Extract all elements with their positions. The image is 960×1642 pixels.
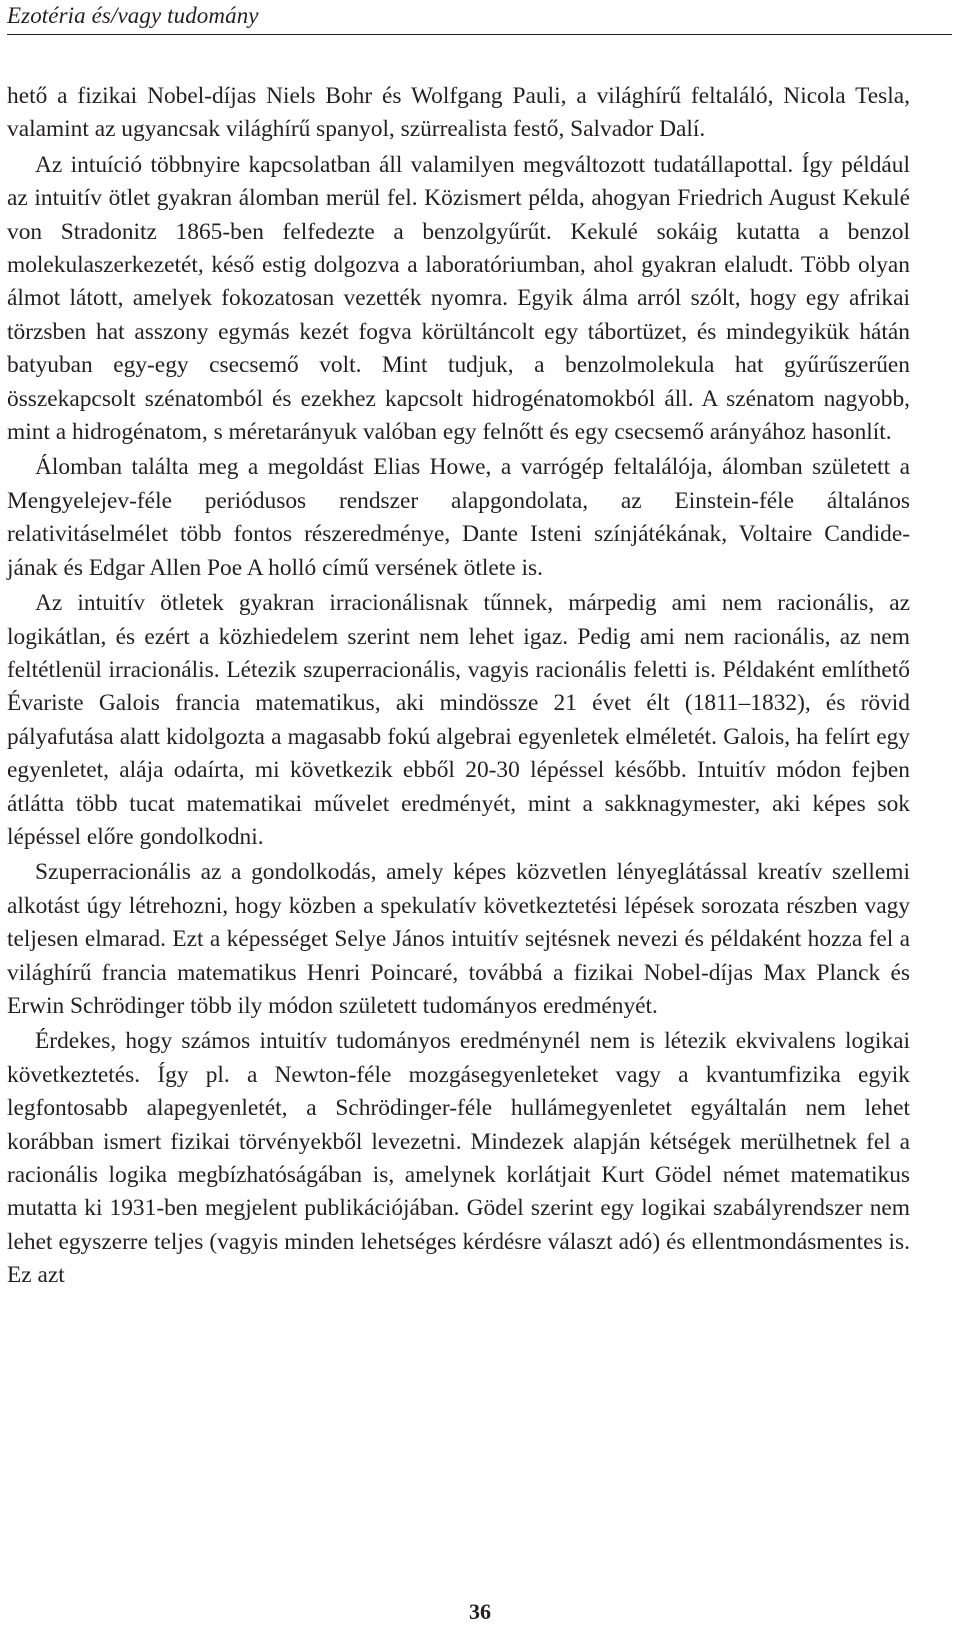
page-number: 36 (469, 1599, 491, 1624)
paragraph: Az intuíció többnyire kapcsolatban áll valamilyen megváltozott tudatállapottal. Így például az intuitív ötlet gyakran álomban merül fel. Közismert példa, ahogyan Friedrich August Kekulé von Stradonitz 1865-ben felfedezte a benzolgyűrűt. Kekulé sokáig kutatta a benzol molekulaszerkezetét, késő estig dolgozva a laboratóriumban, ahol gyakran elaludt. Több olyan álmot látott, amelyek fokozatosan vezették nyomra. Egyik álma arról szólt, hogy egy afrikai törzsben hat asszony egymás kezét fogva körültáncolt egy tábortüzet, és mindegyikük hátán batyuban egy-egy csecsemő volt. Mint tudjuk, a benzolmolekula hat gyűrűszerűen összekapcsolt szénatomból és ezekhez kapcsolt hidrogénatomokból áll. A szénatom nagyobb, mint a hidrogénatom, s méretarányuk valóban egy felnőtt és egy csecsemő arányához hasonlít. (7, 151, 910, 446)
running-header: Ezotéria és/vagy tudomány (7, 3, 259, 28)
header-rule (7, 34, 952, 35)
paragraph: Az intuitív ötletek gyakran irracionálisnak tűnnek, márpedig ami nem racionális, az logikátlan, és ezért a közhiedelem szerint nem lehet igaz. Pedig ami nem racionális, az nem feltétlenül irracionális. Létezik szuperracionális, vagyis racionális feletti is. Példaként említhető Évariste Galois francia matematikus, aki mindössze 21 évet élt (1811–1832), és rövid pályafutása alatt kidolgozta a magasabb fokú algebrai egyenletek elméletét. Galois, ha felírt egy egyenletet, alája odaírta, mi következik ebből 20-30 lépéssel később. Intuitív módon fejben átlátta több tucat matematikai művelet eredményét, mint a sakknagymester, aki képes sok lépéssel előre gondolkodni. (7, 590, 910, 850)
paragraph: hető a fizikai Nobel-díjas Niels Bohr és Wolfgang Pauli, a világhírű feltaláló, Nicola Tesla, valamint az ugyancsak világhírű spanyol, szürrealista festő, Salvador Dalí. (7, 83, 910, 143)
paragraph: Érdekes, hogy számos intuitív tudományos eredménynél nem is létezik ekvivalens logikai következtetés. Így pl. a Newton-féle mozgásegyenleteket vagy a kvantumfizika egyik legfontosabb alapegyenletét, a Schrödinger-féle hullámegyenletet egyáltalán nem lehet korábban ismert fizikai törvényekből levezetni. Mindezek alapján kétségek merülhetnek fel a racionális logika megbízhatóságában is, amelynek korlátjait Kurt Gödel német matematikus mutatta ki 1931-ben megjelent publikációjában. Gödel szerint egy logikai szabályrendszer nem lehet egyszerre teljes (vagyis minden lehetséges kérdésre választ adó) és ellentmondásmentes is. Ez azt (7, 1028, 910, 1289)
paragraph: Álomban találta meg a megoldást Elias Howe, a varrógép feltalálója, álomban született a Mengyelejev-féle periódusos rendszer alapgondolata, az Einstein-féle általános relativitáselmélet több fontos részeredménye, Dante Isteni színjátékának, Voltaire Candide-jának és Edgar Allen Poe A holló című versének ötlete is. (7, 454, 910, 581)
paragraph: Szuperracionális az a gondolkodás, amely képes közvetlen lényeglátással kreatív szellemi alkotást úgy létrehozni, hogy közben a spekulatív következtetési lépések sorozata részben vagy teljesen elmarad. Ezt a képességet Selye János intuitív sejtésnek nevezi és példaként hozza fel a világhírű francia matematikus Henri Poincaré, továbbá a fizikai Nobel-díjas Max Planck és Erwin Schrödinger több ily módon született tudományos eredményét. (7, 859, 910, 1019)
body-text (7, 80, 910, 1293)
